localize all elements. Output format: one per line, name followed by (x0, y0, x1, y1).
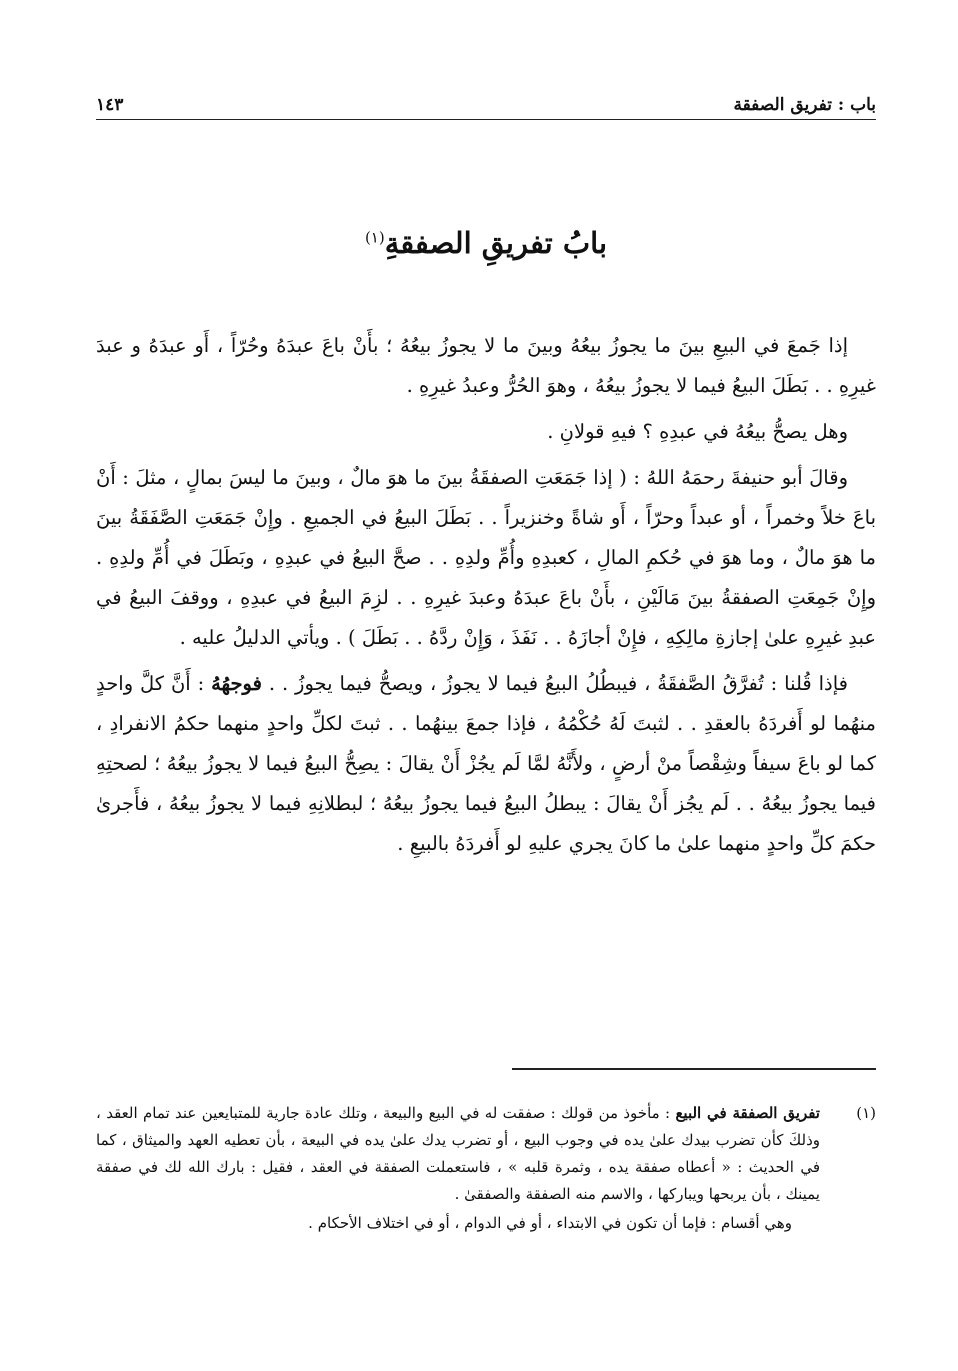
footnote-extra: وهي أقسام : فإما أن تكون في الابتداء ، أو في الدوام ، أو في اختلاف الأحكام . (308, 1214, 792, 1232)
paragraph-4-bold-term: فوجهُهُ (211, 672, 262, 695)
footnote-1 (96, 1100, 876, 1208)
paragraph-4 (96, 664, 876, 864)
footnote-separator (512, 1068, 876, 1070)
chapter-title (96, 226, 876, 260)
body-text (96, 326, 876, 870)
chapter-title-text: بابُ تفريقِ الصفقةِ (384, 226, 608, 260)
footnote-text: : مأخوذ من قولك : صفقت له في البيع والبيعة ، وتلك عادة جارية للمتبايعين عند تمام العقد ، وذلكَ كأن تضرب بيدك علىٰ يده في وجوب البيع ، أو تضرب يدك علىٰ يده في البيعة ، بأن تعطيه العهد والميثاق ، كما في الحديث : « أعطاه صفقة يده ، وثمرة قلبه » ، فاستعملت الصفقة في العقد ، فقيل : بارك الله لك في صفقة يمينك ، بأن يربحها ويباركها ، والاسم منه الصفقة والصفقىٰ . (96, 1104, 820, 1203)
paragraph-1: إذا جَمعَ في البيعِ بينَ ما يجوزُ بيعُهُ وبينَ ما لا يجوزُ بيعُهُ ؛ بأَنْ باعَ عبدَهُ وحُرّاً ، أَو عبدَهُ و عبدَ غيرِهِ . . بَطَلَ البيعُ فيما لا يجوزُ بيعُهُ ، وهوَ الحُرُّ وعبدُ غيرِهِ . (96, 334, 876, 397)
running-title: باب : تفريق الصفقة (733, 95, 876, 115)
footnotes (96, 1100, 876, 1237)
chapter-footnote-ref[interactable]: (١) (364, 228, 385, 247)
paragraph-2: وهل يصحُّ بيعُهُ في عبدِهِ ؟ فيهِ قولانِ . (547, 420, 848, 443)
paragraph-4-tail: : أَنَّ كلَّ واحدٍ منهُما لو أَفردَهُ بالعقدِ . . لثبتَ لَهُ حُكْمُهُ ، فإذا جمعَ بينهُما . . ثبتَ لكلِّ واحدٍ منهما حكمُ الانفرادِ ، كما لو باعَ سيفاً وشِقْصاً منْ أرضٍ ، ولأَنَّهُ لمَّا لَم يجُزْ أَنْ يقالَ : يصِحُّ البيعُ فيما لا يجوزُ بيعُهُ ؛ لصحتِهِ فيما يجوزُ بيعُهُ . . لَم يجُز أَنْ يقالَ : يبطلُ البيعُ فيما يجوزُ بيعُهُ ؛ لبطلانِهِ فيما لا يجوزُ بيعُهُ ، فأَجرىٰ حكمَ كلِّ واحدٍ منهما علىٰ ما كانَ يجري عليهِ لو أَفردَهُ بالبيعِ . (96, 672, 876, 855)
running-head (96, 86, 876, 120)
paragraph-4-text: فإذا قُلنا : تُفرَّقُ الصَّفقَةُ ، فيبطُلُ البيعُ فيما لا يجوزُ ، ويصحُّ فيما يجوزُ . . (261, 672, 848, 695)
footnote-number: (١) (856, 1104, 876, 1122)
footnote-term: تفريق الصفقة في البيع (675, 1104, 820, 1122)
footnote-body (96, 1100, 820, 1208)
page-number: ١٤٣ (96, 95, 124, 115)
paragraph-3: وقالَ أبو حنيفةَ رحمَهُ اللهُ : ( إذا جَمَعَتِ الصفقَةُ بينَ ما هوَ مالٌ ، وبينَ ما ليسَ بمالٍ ، مثلَ : أَنْ باعَ خلاً وخمراً ، أو عبداً وحرّاً ، أَو شاةً وخنزيراً . . بَطَلَ البيعُ في الجميعِ . وإِنْ جَمَعَتِ الصَّفَقَةُ بينَ ما هوَ مالٌ ، وما هوَ في حُكمِ المالِ ، كعبدِهِ وأُمِّ ولدِهِ . . صحَّ البيعُ في عبدِهِ ، وبَطَلَ في أُمِّ ولدِهِ . وإِنْ جَمِعَتِ الصفقةُ بينَ مَالَيْنِ ، بأَنْ باعَ عبدَهُ وعبدَ غيرِهِ . . لزِمَ البيعُ في عبدِهِ ، ووقفَ البيعُ في عبدِ غيرِهِ علىٰ إجازةِ مالِكِهِ ، فإِنْ أجازَهُ . . نَفَذَ ، وَإِنْ ردَّهُ . . بَطَلَ ) . ويأتي الدليلُ عليه . (96, 466, 876, 649)
